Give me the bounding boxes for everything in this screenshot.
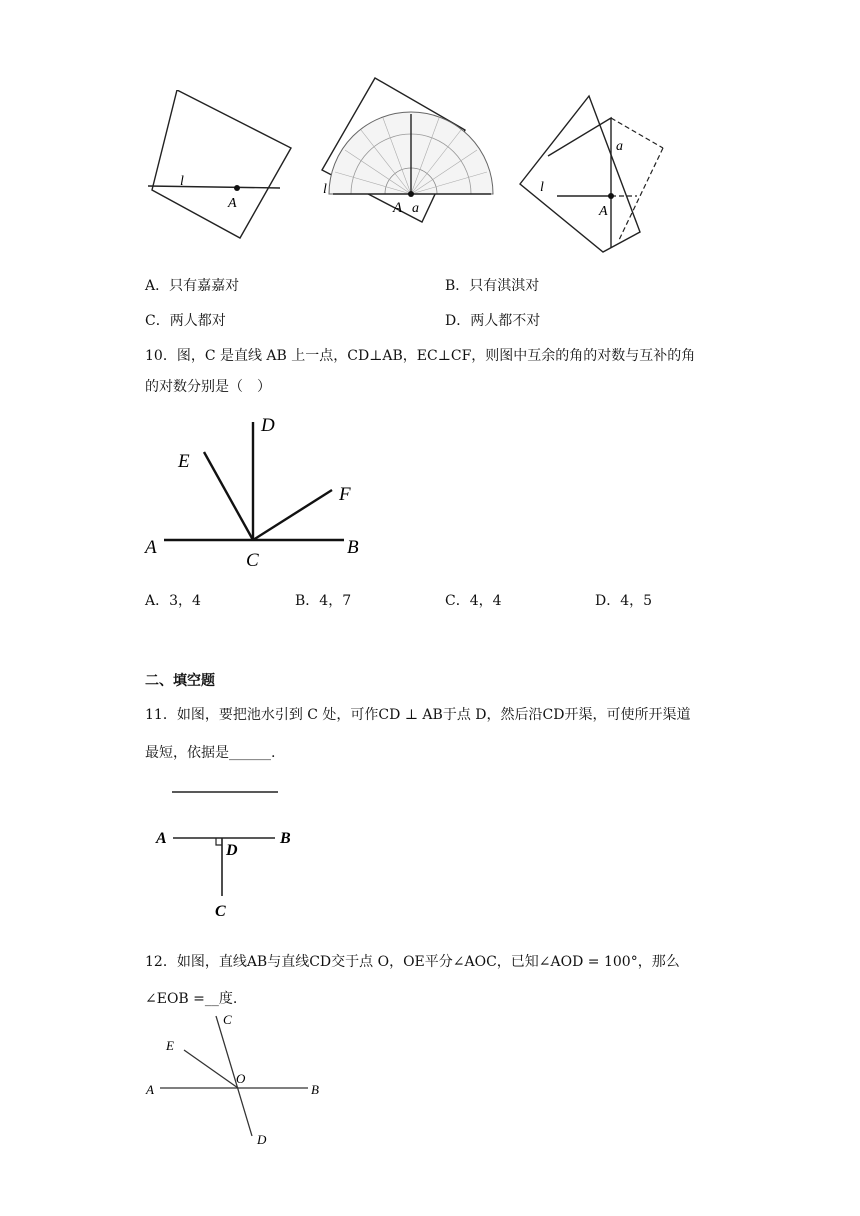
q12-figure xyxy=(140,1008,340,1153)
q11-label-B: B xyxy=(280,830,291,847)
q10-label-E: E xyxy=(178,451,190,472)
q10-label-C: C xyxy=(246,550,259,571)
q11-text-line2: 最短，依据是______. xyxy=(145,745,276,761)
q11-label-C: C xyxy=(215,903,226,920)
q11-text-line1: 11．如图，要把池水引到 C 处，可作CD ⊥ AB于点 D，然后沿CD开渠，可使所开渠道 xyxy=(145,707,691,723)
q10-figure xyxy=(140,410,380,575)
q10-label-F: F xyxy=(339,484,351,505)
fig2-label-a: a xyxy=(412,201,419,216)
q12-text-line1: 12．如图，直线AB与直线CD交于点 O，OE平分∠AOC，已知∠AOD = 100°，那么 xyxy=(145,954,680,970)
q11-label-A: A xyxy=(156,830,167,847)
q12-label-A: A xyxy=(146,1082,154,1097)
fig3-label-l: l xyxy=(540,180,544,195)
q10-option-b: B．4，7 xyxy=(295,593,352,609)
q11-figure xyxy=(150,780,310,925)
fig2-label-A: A xyxy=(393,200,403,216)
q9-figure-3 xyxy=(515,90,670,260)
q9-figure-1 xyxy=(140,90,300,250)
q10-text-line1: 10．图，C 是直线 AB 上一点，CD⊥AB，EC⊥CF，则图中互余的角的对数与互补的角 xyxy=(145,348,696,364)
q12-label-E: E xyxy=(166,1038,174,1053)
fig1-label-A: A xyxy=(228,196,237,211)
q10-label-B: B xyxy=(347,537,359,558)
q12-label-O: O xyxy=(236,1071,246,1086)
q10-text-line2: 的对数分别是（ ） xyxy=(145,379,271,395)
fig3-label-A: A xyxy=(599,204,608,219)
section-title-fill-in: 二、填空题 xyxy=(145,673,215,689)
q9-option-d: D．两人都不对 xyxy=(445,313,541,329)
q10-label-A: A xyxy=(145,537,157,558)
fig3-label-a: a xyxy=(616,139,623,154)
q9-figure-2 xyxy=(315,72,505,232)
q12-label-C: C xyxy=(223,1012,232,1027)
q12-label-B: B xyxy=(311,1082,319,1097)
fig1-label-l: l xyxy=(180,174,184,189)
fig2-label-l: l xyxy=(323,182,327,197)
q11-label-D: D xyxy=(226,842,238,859)
q9-option-b: B．只有淇淇对 xyxy=(445,278,540,294)
q10-option-d: D．4，5 xyxy=(595,593,653,609)
q10-option-a: A．3，4 xyxy=(145,593,201,609)
q10-option-c: C．4，4 xyxy=(445,593,502,609)
q9-option-a: A．只有嘉嘉对 xyxy=(145,278,240,294)
q9-option-c: C．两人都对 xyxy=(145,313,226,329)
q10-label-D: D xyxy=(261,415,275,436)
q12-label-D: D xyxy=(257,1132,267,1147)
q12-text-line2: ∠EOB =__度. xyxy=(145,991,238,1007)
